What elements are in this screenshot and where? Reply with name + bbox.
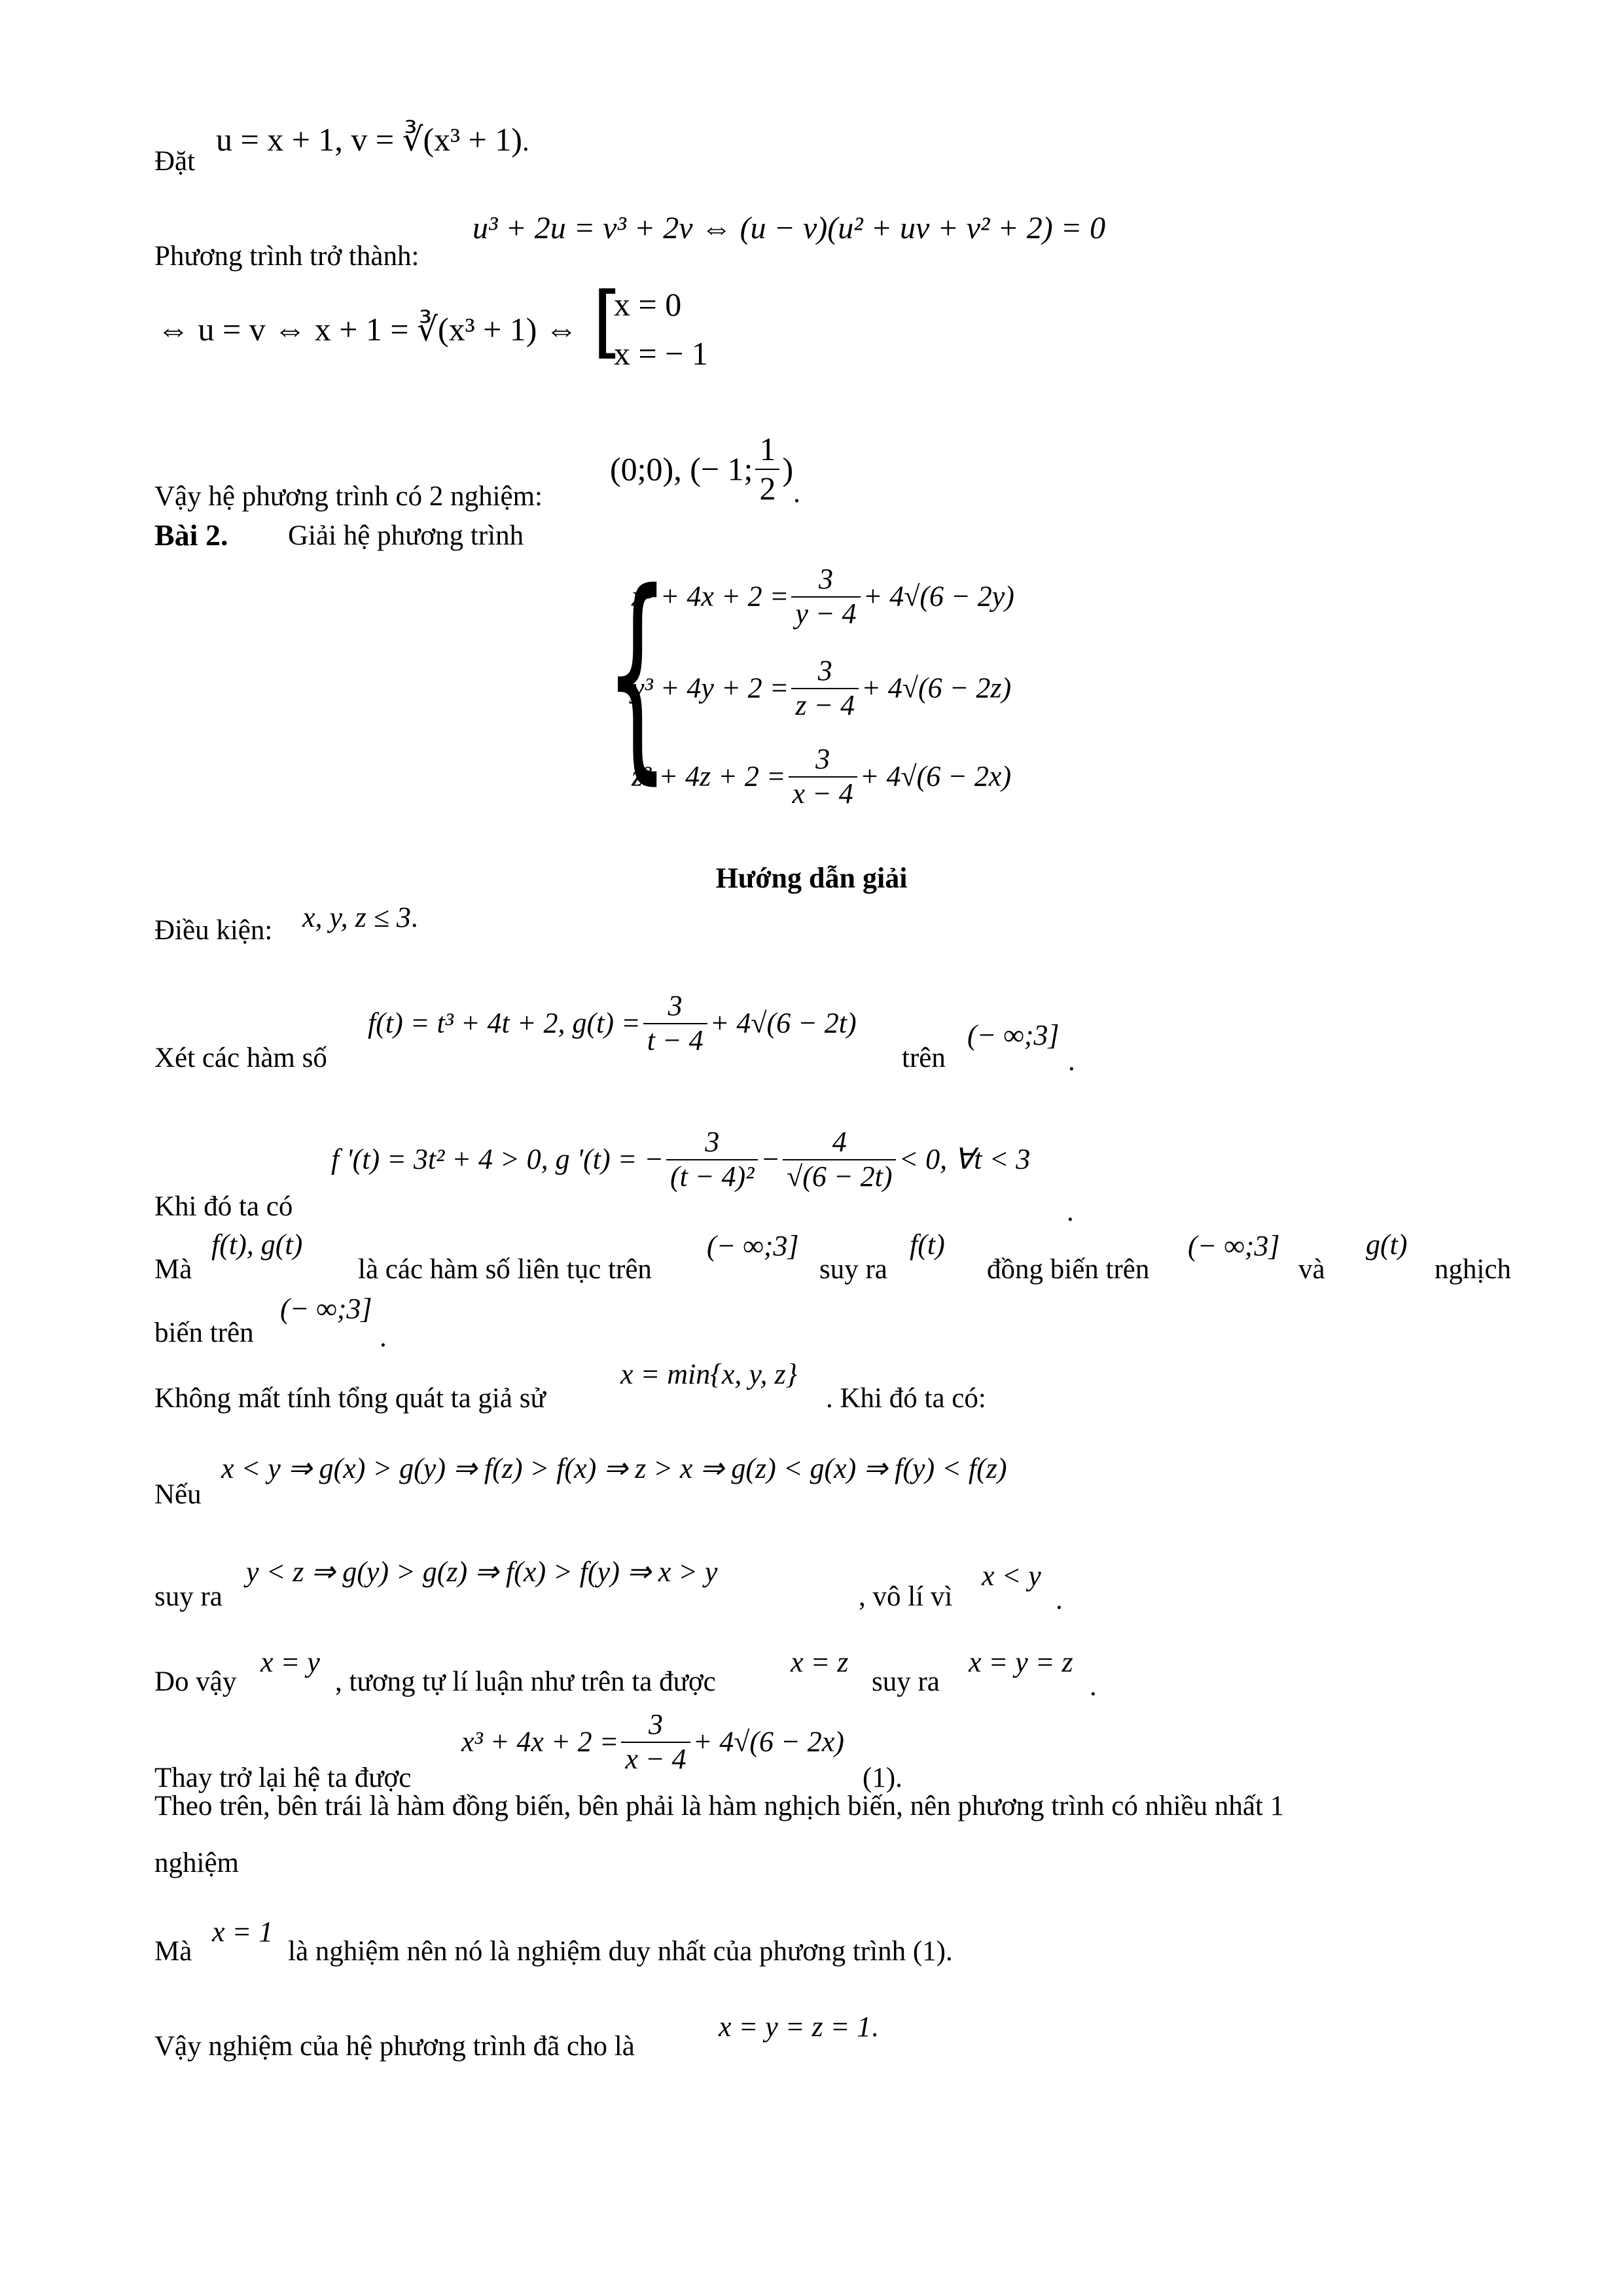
substitute-label <box>154 1764 411 1792</box>
line14-end <box>1090 1672 1097 1700</box>
gprime-den-2: √(6 − 2t) <box>787 1160 893 1193</box>
eq3-rhs: + 4√(6 − 2x) <box>859 760 1012 793</box>
eq2-num: 3 <box>791 655 859 689</box>
system-brace: { <box>605 545 669 804</box>
eq2-fraction <box>791 655 859 722</box>
system-eq-3 <box>632 743 1011 810</box>
heading-text: Hướng dẫn giải <box>715 862 908 894</box>
functions-math: f(t) = t³ + 4t + 2, g(t) = <box>368 1007 641 1039</box>
unique-text: là nghiệm nên nó là nghiệm duy nhất của phương trình (1). <box>288 1936 953 1967</box>
final-answer: x = y = z = 1 <box>719 2011 872 2043</box>
tren-label <box>902 1044 946 1072</box>
g-num: 3 <box>643 990 707 1024</box>
transformed-equation <box>473 213 1105 244</box>
conclusion-math <box>719 2013 878 2041</box>
condition-formula: x, y, z ≤ 3 <box>302 901 411 933</box>
eq2-lhs: y³ + 4y + 2 = <box>632 672 789 704</box>
reduced-rhs: + 4√(6 − 2x) <box>692 1725 844 1758</box>
sentence-end: . <box>380 1322 387 1353</box>
reduced-num: 3 <box>621 1708 690 1743</box>
derivative-label <box>154 1193 293 1221</box>
reduced-equation <box>461 1708 844 1776</box>
eq3-num: 3 <box>789 743 857 778</box>
reduced-lhs: x³ + 4x + 2 = <box>461 1725 619 1758</box>
continuity-p1 <box>154 1255 192 1283</box>
continuity-m2 <box>707 1232 799 1261</box>
substitution-math: u = x + 1, v = ∛(x³ + 1) <box>216 121 522 158</box>
gprime-num-1: 3 <box>666 1126 758 1160</box>
continuity-m3 <box>910 1230 945 1259</box>
continuity-p6 <box>1435 1255 1511 1283</box>
condition-label: Điều kiện: <box>154 915 273 946</box>
dat-label: Đặt <box>154 146 196 177</box>
x-lt-y: x < y <box>982 1560 1041 1592</box>
wlog-math <box>620 1360 797 1389</box>
then-label <box>154 1583 223 1611</box>
fraction-denominator: 2 <box>759 469 776 507</box>
derivatives <box>331 1126 1030 1193</box>
dong-bien-text: đồng biến trên <box>987 1254 1150 1285</box>
line10-end <box>380 1323 387 1352</box>
unique-p1 <box>154 1937 192 1965</box>
contradiction-math <box>982 1562 1041 1590</box>
bien-tren-text: biến trên <box>154 1318 254 1348</box>
gprime-fraction-2 <box>783 1126 896 1193</box>
continuity-m5 <box>1366 1230 1408 1259</box>
condition-line <box>154 916 272 944</box>
gprime-den-1: (t − 4)² <box>669 1160 755 1193</box>
problem-statement: Giải hệ phương trình <box>288 520 524 551</box>
continuity-p3 <box>819 1255 887 1283</box>
problem-number: Bài 2. <box>154 518 228 552</box>
conclusion-text: Vậy nghiệm của hệ phương trình đã cho là <box>154 2031 635 2062</box>
wlog-text: Không mất tính tổng quát ta giả sử <box>154 1383 546 1414</box>
continuity-m1 <box>211 1230 302 1259</box>
condition-math <box>302 903 418 932</box>
sentence-end: . <box>1067 1196 1074 1227</box>
therefore-p3 <box>872 1668 940 1696</box>
eq3-lhs: z³ + 4z + 2 = <box>632 760 786 793</box>
similarly-text: , tương tự lí luận như trên ta được <box>335 1666 716 1697</box>
continuity-p2 <box>358 1255 652 1283</box>
therefore-p1 <box>154 1668 236 1696</box>
do-vay-text: Do vậy <box>154 1666 237 1697</box>
eq2-rhs: + 4√(6 − 2z) <box>861 672 1012 704</box>
solutions-label-text: Vậy hệ phương trình có 2 nghiệm: <box>154 481 543 512</box>
line7-end <box>1068 1047 1075 1075</box>
g-rhs: + 4√(6 − 2t) <box>709 1007 857 1039</box>
then-chain <box>246 1558 717 1587</box>
reduced-fraction <box>621 1708 690 1776</box>
therefore-p2 <box>335 1668 716 1696</box>
sentence-end: . <box>522 126 529 157</box>
wlog-tail-text: . Khi đó ta có: <box>826 1383 986 1414</box>
continuity-m4 <box>1188 1232 1280 1261</box>
fg-math: f(t), g(t) <box>211 1229 303 1261</box>
eq1-lhs: x³ + 4x + 2 = <box>632 580 789 613</box>
eq1-den: y − 4 <box>795 597 857 630</box>
decreasing-interval <box>280 1295 372 1323</box>
x-eq-1: x = 1 <box>212 1916 274 1948</box>
sentence-end: . <box>793 478 800 509</box>
sentence-end: . <box>871 2012 879 2043</box>
sentence-end: . <box>410 903 418 933</box>
sentence-end: . <box>1068 1046 1075 1077</box>
x-eq-y: x = y <box>260 1646 320 1678</box>
implication-chain-2: y < z ⇒ g(y) > g(z) ⇒ f(x) > f(y) ⇒ x > y <box>246 1556 718 1588</box>
x-eq-z: x = z <box>791 1646 849 1678</box>
line8-end <box>1067 1198 1074 1226</box>
fraction-numerator: 1 <box>755 431 779 470</box>
continuity-ma: Mà <box>154 1254 192 1285</box>
solutions-math <box>610 431 800 507</box>
interval-math-1: (− ∞;3] <box>707 1230 799 1262</box>
vo-li-text: , vô lí vì <box>859 1581 953 1612</box>
solution-fraction <box>755 431 779 507</box>
gprime-fraction-1 <box>666 1126 758 1193</box>
minus-sign: − <box>760 1143 781 1175</box>
eq3-den: x − 4 <box>792 777 853 810</box>
continuity-text: là các hàm số liên tục trên <box>358 1254 652 1285</box>
case-1 <box>614 288 681 321</box>
eq3-fraction <box>789 743 857 810</box>
suy-ra-text-2: suy ra <box>872 1666 940 1697</box>
gprime-rhs: < 0, ∀t < 3 <box>899 1143 1031 1175</box>
line-transformed-label <box>154 242 419 270</box>
monotonic-argument-cont <box>154 1849 239 1877</box>
closing-paren: ) <box>782 450 794 488</box>
derivative-math: f '(t) = 3t² + 4 > 0, g '(t) = − <box>331 1143 664 1175</box>
transformed-label: Phương trình trở thành: <box>154 241 419 272</box>
wlog-label <box>154 1384 546 1412</box>
consider-text: Xét các hàm số <box>154 1043 327 1073</box>
monotonic-argument <box>154 1792 1284 1820</box>
interval-math: (− ∞;3] <box>967 1019 1060 1051</box>
eq2-den: z − 4 <box>795 689 855 721</box>
solution-heading <box>0 864 1623 893</box>
g-fraction <box>643 990 707 1057</box>
decreasing-label <box>154 1319 254 1347</box>
therefore-m1 <box>260 1648 320 1677</box>
interval-math-2: (− ∞;3] <box>1188 1230 1280 1262</box>
eq1-rhs: + 4√(6 − 2y) <box>863 580 1014 613</box>
unique-p2 <box>288 1937 953 1965</box>
equation-number: (1). <box>863 1763 902 1793</box>
x-eq-y-eq-z: x = y = z <box>969 1646 1073 1678</box>
domain-interval <box>967 1021 1060 1050</box>
gprime-num-2: 4 <box>783 1126 896 1160</box>
g-math: g(t) <box>1366 1229 1408 1261</box>
consider-label <box>154 1044 327 1072</box>
if-chain <box>221 1454 1007 1483</box>
substitute-text: Thay trở lại hệ ta được <box>154 1763 412 1793</box>
f-math: f(t) <box>910 1229 945 1261</box>
case-bracket: [ <box>592 276 623 367</box>
implication-chain-1: x < y ⇒ g(x) > g(y) ⇒ f(z) > f(x) ⇒ z > x ⇒ g(z) < g(x) ⇒ f(y) < f(z) <box>221 1452 1007 1484</box>
va-text: và <box>1298 1254 1325 1285</box>
derivative-text: Khi đó ta có <box>154 1191 293 1222</box>
g-den: t − 4 <box>647 1024 704 1056</box>
unique-math <box>212 1918 273 1946</box>
tren-text: trên <box>902 1043 946 1073</box>
monotonic-text: Theo trên, bên trái là hàm đồng biến, bên phải là hàm nghịch biến, nên phương trình có nhiều nhất 1 <box>154 1791 1285 1821</box>
functions-definition <box>368 990 857 1057</box>
sentence-end: . <box>1090 1671 1097 1702</box>
continuity-p5 <box>1298 1255 1325 1283</box>
system-eq-2 <box>632 655 1011 722</box>
system-eq-1 <box>632 563 1014 630</box>
neu-text: Nếu <box>154 1479 202 1510</box>
solutions-math-text: (0;0), (− 1; <box>610 450 753 488</box>
nghiem-text: nghiệm <box>154 1848 239 1878</box>
therefore-m3 <box>969 1648 1073 1677</box>
contradiction-text <box>859 1583 952 1611</box>
suy-ra-text: suy ra <box>819 1254 887 1285</box>
eq1-fraction <box>791 563 860 630</box>
line13-end <box>1056 1586 1063 1614</box>
interval-math-3: (− ∞;3] <box>280 1293 372 1325</box>
substitution-formula <box>216 123 529 156</box>
equivalence-chain <box>157 313 578 346</box>
transformed-math: u³ + 2u = v³ + 2v ⇔ (u − v)(u² + uv + v² + 2) = 0 <box>473 211 1106 245</box>
therefore-m2 <box>791 1648 848 1677</box>
solutions-label <box>154 482 543 511</box>
suy-ra-label: suy ra <box>154 1581 223 1612</box>
wlog-tail <box>826 1384 986 1412</box>
nghich-text: nghịch <box>1435 1254 1512 1285</box>
equation-tag <box>863 1764 902 1792</box>
sentence-end: . <box>1056 1585 1063 1615</box>
problem-text <box>288 522 524 550</box>
equivalence-math: ⇔ u = v ⇔ x + 1 = ∛(x³ + 1) ⇔ <box>157 311 578 348</box>
problem-title <box>154 520 228 550</box>
case-1-math: x = 0 <box>614 286 682 323</box>
case-2 <box>614 337 708 370</box>
eq1-num: 3 <box>791 563 860 598</box>
min-math: x = min{x, y, z} <box>620 1358 798 1390</box>
if-label <box>154 1480 202 1509</box>
conclusion-label <box>154 2032 635 2060</box>
case-2-math: x = − 1 <box>614 335 708 372</box>
unique-ma: Mà <box>154 1936 192 1967</box>
continuity-p4 <box>987 1255 1149 1283</box>
reduced-den: x − 4 <box>625 1742 687 1775</box>
line-dat <box>154 147 195 175</box>
